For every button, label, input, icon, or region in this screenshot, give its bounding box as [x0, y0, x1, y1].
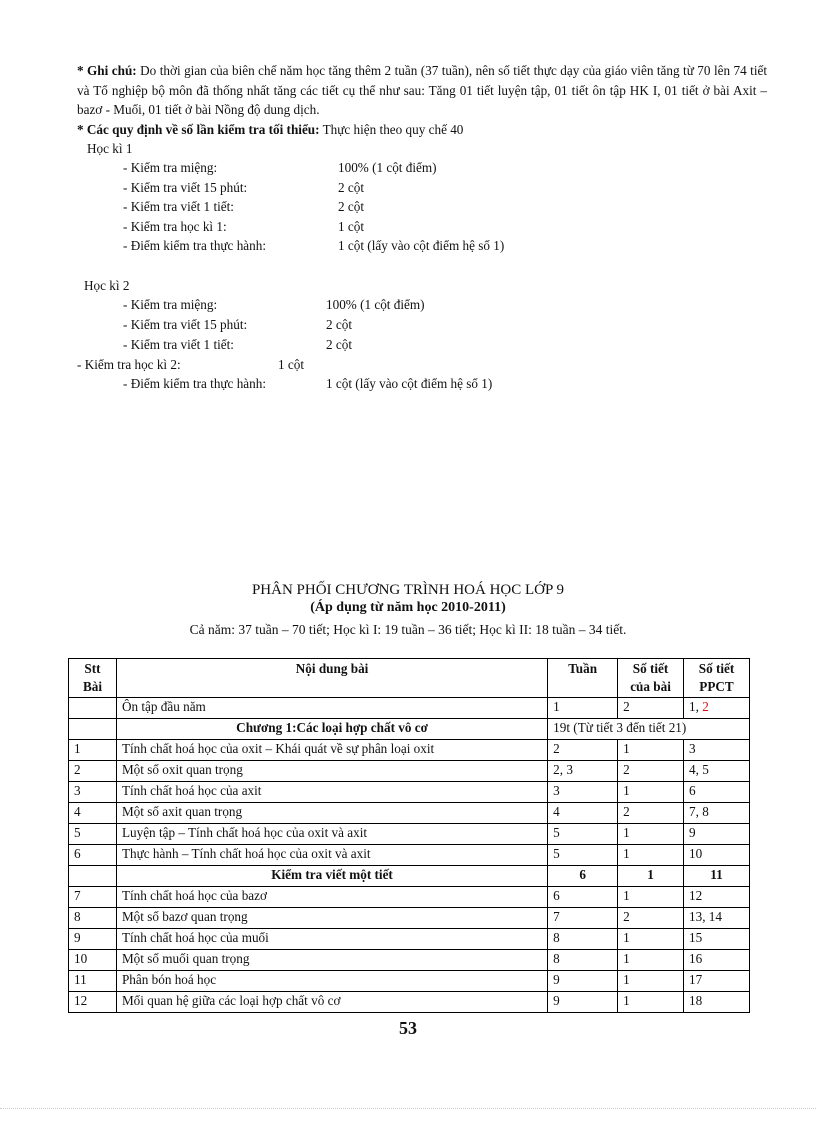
cell-week: 2 [548, 740, 618, 761]
semester2-item-value: 1 cột (lấy vào cột điểm hệ số 1) [326, 376, 493, 391]
cell-ppct: 4, 5 [684, 761, 750, 782]
cell-week: 2, 3 [548, 761, 618, 782]
cell-periods: 2 [618, 908, 684, 929]
cell-ppct: 6 [684, 782, 750, 803]
cell-stt: 3 [69, 782, 117, 803]
cell-week: 7 [548, 908, 618, 929]
cell-ppct: 15 [684, 929, 750, 950]
cell-content: Tính chất hoá học của oxit – Khái quát về sự phân loại oxit [116, 740, 547, 761]
semester2-title: Học kì 2 [84, 278, 130, 293]
table-row [69, 992, 750, 1013]
semester1-title: Học kì 1 [87, 141, 133, 156]
cell-content: Thực hành – Tính chất hoá học của oxit và axit [116, 845, 547, 866]
table-row [69, 803, 750, 824]
cell-ppct: 7, 8 [684, 803, 750, 824]
program-subtitle: (Áp dụng từ năm học 2010-2011) [310, 600, 506, 615]
rules-label: * Các quy định về số lần kiểm tra tối thiểu: [77, 122, 320, 137]
cell-content: Một số muối quan trọng [116, 950, 547, 971]
cell-ppct: 18 [684, 992, 750, 1013]
cell-stt: 8 [69, 908, 117, 929]
semester1-item-label: - Kiểm tra viết 1 tiết: [123, 199, 234, 214]
cell-content: Một số axit quan trọng [116, 803, 547, 824]
semester2-item-label: - Kiểm tra viết 1 tiết: [123, 337, 234, 352]
semester2-item-value: 2 cột [326, 337, 353, 352]
table-row [69, 887, 750, 908]
semester1-item-value: 1 cột (lấy vào cột điểm hệ số 1) [338, 238, 505, 253]
cell-ppct: 3 [684, 740, 750, 761]
cell-stt: 2 [69, 761, 117, 782]
cell-periods: 1 [618, 992, 684, 1013]
cell-week: 6 [548, 887, 618, 908]
cell-week: 9 [548, 992, 618, 1013]
cell-ppct: 17 [684, 971, 750, 992]
program-title: PHÂN PHỐI CHƯƠNG TRÌNH HOÁ HỌC LỚP 9 [251, 582, 565, 598]
program-summary: Cả năm: 37 tuần – 70 tiết; Học kì I: 19 tuần – 36 tiết; Học kì II: 18 tuần – 34 tiết. [189, 622, 627, 637]
rules-text: Thực hiện theo quy chế 40 [319, 122, 464, 137]
cell-periods: 1 [618, 740, 684, 761]
table-row [69, 971, 750, 992]
cell-ppct: 10 [684, 845, 750, 866]
cell-content: Tính chất hoá học của axit [116, 782, 547, 803]
header-stt: Stt Bài [69, 659, 117, 698]
cell-stt: 1 [69, 740, 117, 761]
cell-week: 9 [548, 971, 618, 992]
cell-stt [69, 698, 117, 719]
note-label: * Ghi chú: [77, 63, 137, 78]
cell-stt: 11 [69, 971, 117, 992]
header-ppct: Số tiết PPCT [684, 659, 750, 698]
table-header-row [69, 659, 750, 698]
cell-content: Một số bazơ quan trọng [116, 908, 547, 929]
cell-periods: 2 [618, 761, 684, 782]
cell-content: Ôn tập đầu năm [116, 698, 547, 719]
cell-periods: 1 [618, 866, 684, 887]
cell-content: Một số oxit quan trọng [116, 761, 547, 782]
cell-periods: 1 [618, 887, 684, 908]
table-row [69, 698, 750, 719]
chapter-title: Chương 1:Các loại hợp chất vô cơ [116, 719, 547, 740]
header-periods: Số tiết của bài [618, 659, 684, 698]
table-row [69, 845, 750, 866]
cell-ppct: 13, 14 [684, 908, 750, 929]
rules-heading [77, 122, 463, 138]
cell-periods: 1 [618, 782, 684, 803]
cell-stt: 6 [69, 845, 117, 866]
cell-week: 3 [548, 782, 618, 803]
cell-periods: 2 [618, 698, 684, 719]
cell-periods: 1 [618, 824, 684, 845]
test-row [69, 866, 750, 887]
chapter-row [69, 719, 750, 740]
cell-content: Mối quan hệ giữa các loại hợp chất vô cơ [116, 992, 547, 1013]
semester2-item-value: 100% (1 cột điểm) [326, 297, 425, 312]
semester1-item-label: - Kiểm tra học kì 1: [123, 219, 227, 234]
cell-stt: 9 [69, 929, 117, 950]
cell-periods: 2 [618, 803, 684, 824]
cell-stt: 12 [69, 992, 117, 1013]
cell-periods: 1 [618, 929, 684, 950]
cell-content: Phân bón hoá học [116, 971, 547, 992]
semester2-item-value: 2 cột [326, 317, 353, 332]
chapter-info: 19t (Từ tiết 3 đến tiết 21) [548, 719, 750, 740]
semester1-item-label: - Kiểm tra miệng: [123, 160, 218, 175]
cell-ppct: 1, 2 [684, 698, 750, 719]
cell-ppct: 9 [684, 824, 750, 845]
semester2-item-value: 1 cột [278, 357, 305, 372]
semester1-item-value: 2 cột [338, 180, 365, 195]
semester1-item-value: 1 cột [338, 219, 365, 234]
semester1-item-label: - Kiểm tra viết 15 phút: [123, 180, 248, 195]
table-row [69, 824, 750, 845]
cell-content: Luyện tập – Tính chất hoá học của oxit và axit [116, 824, 547, 845]
semester2-item-label: - Kiểm tra học kì 2: [77, 357, 181, 372]
cell-content: Tính chất hoá học của bazơ [116, 887, 547, 908]
table-row [69, 740, 750, 761]
cell-periods: 1 [618, 845, 684, 866]
cell-stt: 10 [69, 950, 117, 971]
footer-divider [0, 1108, 816, 1109]
semester2-item-label: - Kiểm tra miệng: [123, 297, 218, 312]
semester1-item-value: 2 cột [338, 199, 365, 214]
note-text: Do thời gian của biên chế năm học tăng thêm 2 tuần (37 tuần), nên số tiết thực dạy của giáo viên tăng từ 70 lên 74 tiết và Tổ nghiệp bộ môn đã thống nhất tăng các tiết cụ thể như sau: Tăng 01 tiết luyện tập, 01 tiết ôn tập HK I, 01 tiết ở bài Axit – bazơ - Muối, 01 tiết ở bài Nồng độ dung dịch. [77, 63, 767, 117]
cell-periods: 1 [618, 950, 684, 971]
semester2-item-label: - Kiểm tra viết 15 phút: [123, 317, 248, 332]
cell-stt: 7 [69, 887, 117, 908]
page-number: 53 [399, 1018, 417, 1038]
cell-week: 1 [548, 698, 618, 719]
cell-ppct: 12 [684, 887, 750, 908]
table-row [69, 908, 750, 929]
semester1-item-label: - Điểm kiểm tra thực hành: [123, 238, 267, 253]
cell-ppct: 11 [684, 866, 750, 887]
cell-week: 4 [548, 803, 618, 824]
cell-week: 8 [548, 950, 618, 971]
cell-content: Kiểm tra viết một tiết [116, 866, 547, 887]
table-row [69, 761, 750, 782]
header-content: Nội dung bài [116, 659, 547, 698]
cell-week: 8 [548, 929, 618, 950]
cell-periods: 1 [618, 971, 684, 992]
table-row [69, 929, 750, 950]
ppct-highlight: 2 [702, 699, 709, 714]
cell-content: Tính chất hoá học của muối [116, 929, 547, 950]
semester2-item-label: - Điểm kiểm tra thực hành: [123, 376, 267, 391]
curriculum-table [68, 658, 750, 1013]
cell-stt: 5 [69, 824, 117, 845]
semester1-item-value: 100% (1 cột điểm) [338, 160, 437, 175]
cell-week: 5 [548, 845, 618, 866]
cell-ppct: 16 [684, 950, 750, 971]
header-week: Tuần [548, 659, 618, 698]
table-row [69, 950, 750, 971]
note-paragraph [77, 61, 767, 120]
cell-week: 5 [548, 824, 618, 845]
cell-week: 6 [548, 866, 618, 887]
cell-stt: 4 [69, 803, 117, 824]
table-row [69, 782, 750, 803]
